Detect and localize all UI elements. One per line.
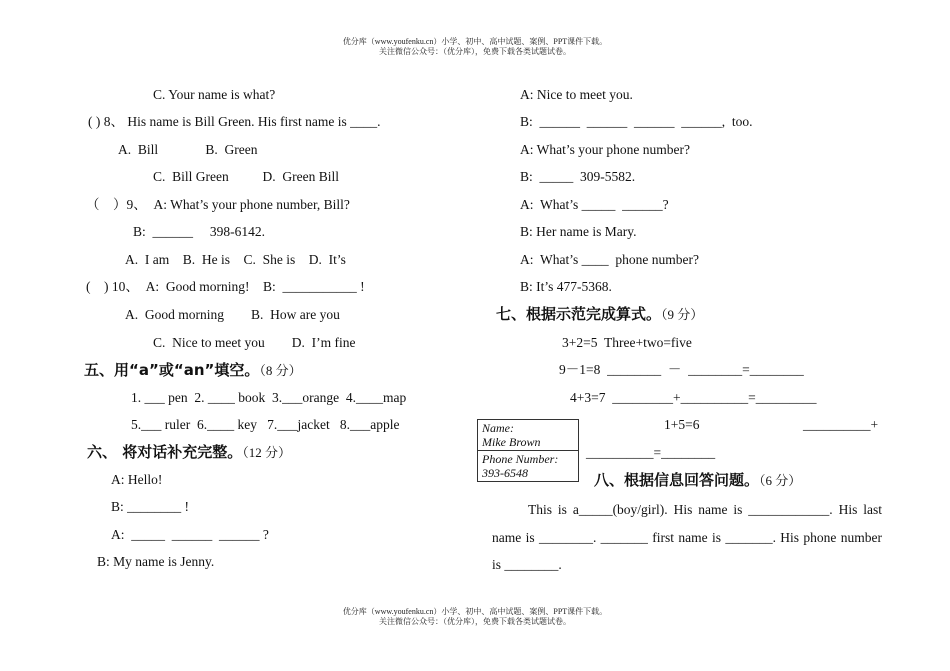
q8-options-cd: C. Bill Green D. Green Bill xyxy=(153,169,339,184)
section-8-title: 八、根据信息回答问题。 xyxy=(594,471,760,489)
header-line-1: 优分库（www.youfenku.cn）小学、初中、高中试题、案例、PPT课件下载。 xyxy=(342,37,608,46)
question-9: （ ）9、 A: What’s your phone number, Bill? xyxy=(86,197,350,212)
info-card-name-label: Name: xyxy=(482,421,514,435)
section-6-title: 六、 将对话补充完整。 xyxy=(87,443,243,461)
right-dialogue-6: B: Her name is Mary. xyxy=(520,224,637,239)
section-5-points: （8 分） xyxy=(259,363,302,378)
section-7-title: 七、根据示范完成算式。 xyxy=(496,305,662,323)
dialogue-line-1: A: Hello! xyxy=(111,472,163,487)
question-8: ( ) 8、 His name is Bill Green. His first name is ____. xyxy=(88,114,381,129)
q9-options: A. I am B. He is C. She is D. It’s xyxy=(125,252,346,267)
math-line-1: 9－1=8 ________ － ________=________ xyxy=(559,362,804,377)
section-6-points: （12 分） xyxy=(242,445,291,460)
q10-options-ab: A. Good morning B. How are you xyxy=(125,307,340,322)
q9-response: B: ______ 398-6142. xyxy=(133,224,266,239)
math-line-3-blank-b: __________=________ xyxy=(586,445,716,460)
right-dialogue-8: B: It’s 477-5368. xyxy=(520,279,612,294)
info-card-phone-cell xyxy=(478,450,578,481)
q7-option-c: C. Your name is what? xyxy=(153,87,276,102)
footer-line-2: 关注微信公众号：（优分库），免费下载各类试题试卷。 xyxy=(379,617,571,626)
dialogue-line-4: B: My name is Jenny. xyxy=(97,554,215,569)
q10-options-cd: C. Nice to meet you D. I’m fine xyxy=(153,335,356,350)
math-line-3-blank-a: __________+ xyxy=(803,417,879,432)
section-5-heading xyxy=(84,360,302,381)
right-dialogue-4: B: _____ 309-5582. xyxy=(520,169,636,184)
dialogue-line-2: B: ________ ! xyxy=(111,499,190,514)
section-7-heading xyxy=(496,304,703,325)
math-example: 3+2=5 Three+two=five xyxy=(562,335,692,350)
question-10: ( ) 10、 A: Good morning! B: ___________ ! xyxy=(86,279,365,294)
section-8-points: （6 分） xyxy=(759,473,802,488)
right-dialogue-1: A: Nice to meet you. xyxy=(520,87,633,102)
info-card-name-cell xyxy=(478,420,578,450)
right-dialogue-3: A: What’s your phone number? xyxy=(520,142,690,157)
right-dialogue-7: A: What’s ____ phone number? xyxy=(520,252,699,267)
section-5-line-2: 5.___ ruler 6.____ key 7.___jacket 8.___apple xyxy=(131,417,400,432)
section-5-line-1: 1. ___ pen 2. ____ book 3.___orange 4.____map xyxy=(131,390,407,405)
info-card-name-value: Mike Brown xyxy=(482,435,541,449)
math-line-3-equation: 1+5=6 xyxy=(664,417,700,432)
info-card xyxy=(477,419,579,482)
section-5-title: 五、用“a”或“an”填空。 xyxy=(84,361,260,379)
footer-line-1: 优分库（www.youfenku.cn）小学、初中、高中试题、案例、PPT课件下载。 xyxy=(342,607,608,616)
dialogue-line-3: A: _____ ______ ______ ? xyxy=(111,527,269,542)
right-dialogue-5: A: What’s _____ ______? xyxy=(520,197,669,212)
math-line-2: 4+3=7 _________+__________=_________ xyxy=(570,390,817,405)
info-card-phone-label: Phone Number: xyxy=(482,452,559,466)
section-6-heading xyxy=(87,442,291,463)
info-card-phone-value: 393-6548 xyxy=(482,466,528,480)
q8-options-ab: A. Bill B. Green xyxy=(118,142,258,157)
section-7-points: （9 分） xyxy=(661,307,704,322)
section-8-heading xyxy=(594,470,801,491)
section-8-passage: This is a_____(boy/girl). His name is ____________. His last name is ________. _______ first name is _______. His phone number is ________. xyxy=(492,502,882,572)
header-line-2: 关注微信公众号：（优分库），免费下载各类试题试卷。 xyxy=(379,47,571,56)
right-dialogue-2: B: ______ ______ ______ ______, too. xyxy=(520,114,753,129)
